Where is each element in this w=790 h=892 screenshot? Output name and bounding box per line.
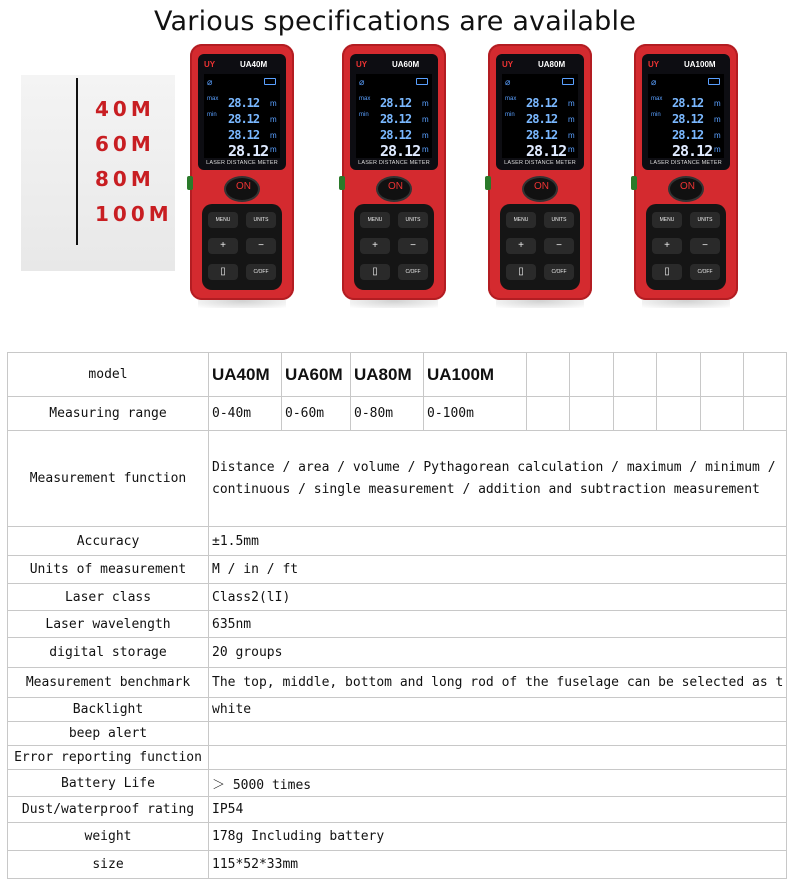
spec-label: size <box>8 851 209 879</box>
reading: 28.12 <box>672 96 704 110</box>
spec-table <box>7 352 787 879</box>
battery-icon <box>708 78 720 85</box>
laser-icon: ⌀ <box>651 77 657 87</box>
lcd-display <box>648 74 724 158</box>
level-bubble <box>485 176 491 190</box>
spec-value: 115*52*33mm <box>209 851 787 879</box>
min-label: min <box>651 112 661 118</box>
laser-icon: ⌀ <box>359 77 365 87</box>
cloff-key: C/OFF <box>398 264 428 280</box>
laser-icon: ⌀ <box>207 77 213 87</box>
laser-icon: ⌀ <box>505 77 511 87</box>
screen-frame <box>198 54 286 170</box>
brand-logo: UY <box>204 60 216 69</box>
range-cell: 0-40m <box>209 397 282 431</box>
battery-icon <box>562 78 574 85</box>
spec-value: 20 groups <box>209 638 787 668</box>
unit-label: m <box>270 99 277 108</box>
mode-icon: ▯ <box>518 266 524 277</box>
mode-icon: ▯ <box>220 266 226 277</box>
reading: 28.12 <box>672 128 704 142</box>
empty-cell <box>743 397 786 431</box>
model-cell: UA80M <box>351 353 424 397</box>
spec-value-text: The top, middle, bottom and long rod of the fuselage can be selected as t <box>212 675 784 690</box>
reading: 28.12 <box>228 128 260 142</box>
model-cell: UA40M <box>209 353 282 397</box>
empty-cell <box>743 353 786 397</box>
plus-key: + <box>652 238 682 254</box>
unit-label: m <box>270 131 277 140</box>
cloff-key: C/OFF <box>544 264 574 280</box>
mode-key <box>652 264 682 280</box>
brand-logo: UY <box>502 60 514 69</box>
range-cell: 0-60m <box>282 397 351 431</box>
max-label: max <box>505 96 517 102</box>
lcd-display <box>204 74 280 158</box>
device-caption: LASER DISTANCE METER <box>650 160 722 166</box>
model-label: UA60M <box>392 60 420 69</box>
empty-cell <box>527 397 570 431</box>
keypad <box>354 204 434 290</box>
spec-value: white <box>209 698 787 722</box>
mode-icon: ▯ <box>664 266 670 277</box>
spec-value: Class2(lI) <box>209 584 787 611</box>
spec-value: 635nm <box>209 611 787 638</box>
model-cell: UA100M <box>424 353 527 397</box>
brand-bar <box>502 60 578 72</box>
device-caption: LASER DISTANCE METER <box>206 160 278 166</box>
model-cell: UA60M <box>282 353 351 397</box>
range-divider <box>76 78 78 245</box>
range-list <box>95 92 173 232</box>
plus-key: + <box>506 238 536 254</box>
battery-icon <box>264 78 276 85</box>
empty-cell <box>527 353 570 397</box>
reading: 28.12 <box>526 96 558 110</box>
model-label: UA80M <box>538 60 566 69</box>
reading: 28.12 <box>672 112 704 126</box>
device-caption: LASER DISTANCE METER <box>358 160 430 166</box>
units-key: UNITS <box>246 212 276 228</box>
spec-label: Accuracy <box>8 527 209 556</box>
model-label: UA40M <box>240 60 268 69</box>
unit-label: m <box>270 115 277 124</box>
empty-cell <box>570 353 613 397</box>
spec-value: 178g Including battery <box>209 823 787 851</box>
power-button <box>378 178 410 200</box>
menu-key: MENU <box>506 212 536 228</box>
max-label: max <box>651 96 663 102</box>
spec-value <box>209 746 787 770</box>
plus-key: + <box>360 238 390 254</box>
level-bubble <box>631 176 637 190</box>
reading: 28.12 <box>380 112 412 126</box>
menu-key: MENU <box>208 212 238 228</box>
units-key: UNITS <box>398 212 428 228</box>
device-ua40m <box>190 44 294 300</box>
empty-cell <box>613 353 656 397</box>
unit-label: m <box>422 131 429 140</box>
empty-cell <box>700 397 743 431</box>
spec-value <box>209 668 787 698</box>
power-button <box>524 178 556 200</box>
reading: 28.12 <box>526 142 567 160</box>
spec-label: Dust/waterproof rating <box>8 797 209 823</box>
device-ua60m <box>342 44 446 300</box>
power-button <box>226 178 258 200</box>
level-bubble <box>339 176 345 190</box>
range-item: 100M <box>95 202 173 226</box>
range-item: 60M <box>95 132 155 156</box>
spec-label: Error reporting function <box>8 746 209 770</box>
spec-value <box>209 722 787 746</box>
reading: 28.12 <box>228 142 269 160</box>
brand-logo: UY <box>648 60 660 69</box>
keypad <box>646 204 726 290</box>
unit-label: m <box>422 145 429 154</box>
empty-cell <box>700 353 743 397</box>
lcd-display <box>502 74 578 158</box>
reading: 28.12 <box>672 142 713 160</box>
mode-key <box>506 264 536 280</box>
reading: 28.12 <box>526 128 558 142</box>
screen-frame <box>642 54 730 170</box>
range-item: 40M <box>95 97 155 121</box>
on-label: ON <box>236 181 251 192</box>
unit-label: m <box>422 99 429 108</box>
brand-bar <box>356 60 432 72</box>
spec-label: Battery Life <box>8 770 209 797</box>
cloff-key: C/OFF <box>690 264 720 280</box>
min-label: min <box>505 112 515 118</box>
max-label: max <box>207 96 219 102</box>
unit-label: m <box>422 115 429 124</box>
brand-bar <box>204 60 280 72</box>
range-item: 80M <box>95 167 155 191</box>
spec-label: beep alert <box>8 722 209 746</box>
plus-key: + <box>208 238 238 254</box>
empty-cell <box>657 353 700 397</box>
spec-value: Distance / area / volume / Pythagorean calculation / maximum / minimum / continuous / single measurement / addition and subtraction measurement <box>209 431 787 527</box>
on-label: ON <box>534 181 549 192</box>
device-caption: LASER DISTANCE METER <box>504 160 576 166</box>
unit-label: m <box>714 131 721 140</box>
menu-key: MENU <box>360 212 390 228</box>
unit-label: m <box>270 145 277 154</box>
spec-label: Units of measurement <box>8 556 209 584</box>
empty-cell <box>613 397 656 431</box>
unit-label: m <box>714 99 721 108</box>
min-label: min <box>207 112 217 118</box>
model-label: UA100M <box>684 60 716 69</box>
spec-label: Backlight <box>8 698 209 722</box>
spec-value: IP54 <box>209 797 787 823</box>
range-cell: 0-100m <box>424 397 527 431</box>
units-key: UNITS <box>690 212 720 228</box>
page-title: Various specifications are available <box>153 6 637 37</box>
minus-key: − <box>544 238 574 254</box>
level-bubble <box>187 176 193 190</box>
on-label: ON <box>388 181 403 192</box>
reading: 28.12 <box>228 112 260 126</box>
spec-value: ＞ 5000 times <box>209 770 787 797</box>
unit-label: m <box>568 131 575 140</box>
lcd-display <box>356 74 432 158</box>
power-button <box>670 178 702 200</box>
keypad <box>500 204 580 290</box>
spec-label: Measurement benchmark <box>8 668 209 698</box>
reading: 28.12 <box>526 112 558 126</box>
reading: 28.12 <box>380 128 412 142</box>
screen-frame <box>496 54 584 170</box>
spec-label: Measurement function <box>8 431 209 527</box>
minus-key: − <box>246 238 276 254</box>
spec-label: weight <box>8 823 209 851</box>
unit-label: m <box>714 145 721 154</box>
mode-icon: ▯ <box>372 266 378 277</box>
device-ua80m <box>488 44 592 300</box>
brand-bar <box>648 60 724 72</box>
spec-value: ±1.5mm <box>209 527 787 556</box>
spec-label: model <box>8 353 209 397</box>
empty-cell <box>570 397 613 431</box>
minus-key: − <box>690 238 720 254</box>
device-ua100m <box>634 44 738 300</box>
spec-label: Measuring range <box>8 397 209 431</box>
unit-label: m <box>714 115 721 124</box>
max-label: max <box>359 96 371 102</box>
unit-label: m <box>568 145 575 154</box>
cloff-key: C/OFF <box>246 264 276 280</box>
mode-key <box>208 264 238 280</box>
spec-label: Laser class <box>8 584 209 611</box>
battery-icon <box>416 78 428 85</box>
menu-key: MENU <box>652 212 682 228</box>
screen-frame <box>350 54 438 170</box>
min-label: min <box>359 112 369 118</box>
unit-label: m <box>568 115 575 124</box>
reading: 28.12 <box>228 96 260 110</box>
mode-key <box>360 264 390 280</box>
unit-label: m <box>568 99 575 108</box>
keypad <box>202 204 282 290</box>
empty-cell <box>657 397 700 431</box>
on-label: ON <box>680 181 695 192</box>
reading: 28.12 <box>380 96 412 110</box>
spec-label: Laser wavelength <box>8 611 209 638</box>
brand-logo: UY <box>356 60 368 69</box>
units-key: UNITS <box>544 212 574 228</box>
reading: 28.12 <box>380 142 421 160</box>
minus-key: − <box>398 238 428 254</box>
range-cell: 0-80m <box>351 397 424 431</box>
spec-value: M / in / ft <box>209 556 787 584</box>
spec-label: digital storage <box>8 638 209 668</box>
